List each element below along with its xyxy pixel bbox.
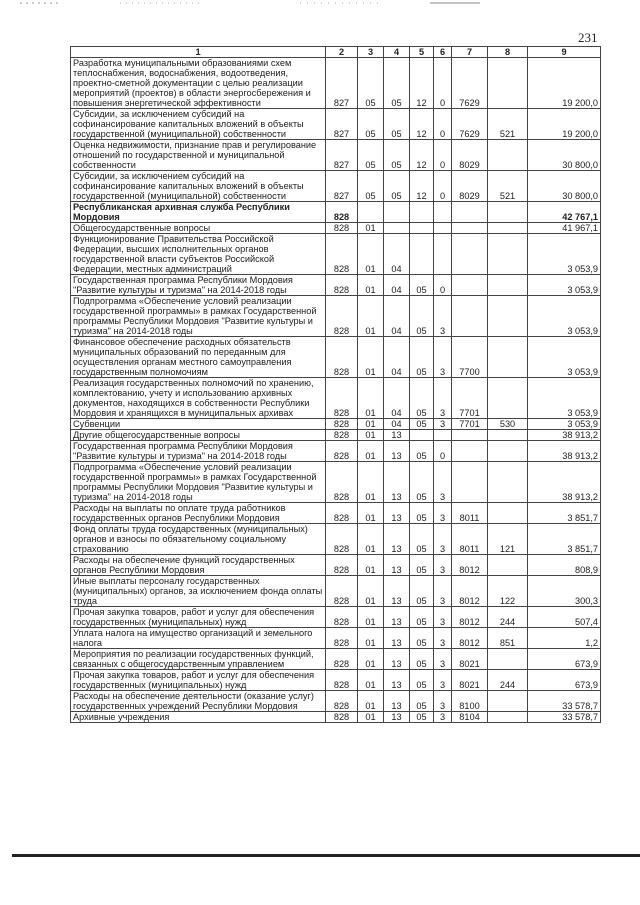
code-subsection: 13 — [384, 524, 410, 555]
code-section: 01 — [358, 503, 384, 524]
code-subsection: 13 — [384, 430, 410, 441]
code-subprogram: 3 — [434, 649, 452, 670]
code-subprogram: 0 — [434, 171, 452, 202]
code-expense-type: 530 — [488, 419, 528, 430]
code-section: 01 — [358, 576, 384, 607]
row-name: Государственная программа Республики Мордовия "Развитие культуры и туризма" на 2014-2018 годы — [71, 441, 326, 462]
code-section: 05 — [358, 140, 384, 171]
code-admin: 828 — [326, 234, 358, 275]
code-direction — [452, 223, 488, 234]
code-expense-type: 521 — [488, 171, 528, 202]
row-name: Субсидии, за исключением субсидий на софинансирование капитальных вложений в объекты государственной (муниципальной) собственности — [71, 109, 326, 140]
row-amount: 19 200,0 — [528, 58, 601, 109]
code-direction: 7629 — [452, 109, 488, 140]
code-program — [410, 202, 434, 223]
table-row — [71, 691, 601, 712]
code-direction: 8011 — [452, 503, 488, 524]
code-direction — [452, 430, 488, 441]
code-admin: 828 — [326, 430, 358, 441]
code-direction — [452, 275, 488, 296]
code-admin: 828 — [326, 296, 358, 337]
code-subsection: 13 — [384, 670, 410, 691]
code-subsection — [384, 223, 410, 234]
row-amount: 3 053,9 — [528, 378, 601, 419]
table-row — [71, 296, 601, 337]
code-program: 05 — [410, 419, 434, 430]
row-name: Общегосударственные вопросы — [71, 223, 326, 234]
code-program: 05 — [410, 555, 434, 576]
code-expense-type — [488, 275, 528, 296]
code-expense-type: 521 — [488, 109, 528, 140]
code-subsection: 13 — [384, 462, 410, 503]
row-amount: 3 851,7 — [528, 524, 601, 555]
row-amount: 41 967,1 — [528, 223, 601, 234]
row-amount: 3 053,9 — [528, 296, 601, 337]
code-section: 01 — [358, 296, 384, 337]
table-row — [71, 670, 601, 691]
code-program: 05 — [410, 378, 434, 419]
table-row — [71, 223, 601, 234]
code-subsection: 05 — [384, 140, 410, 171]
bottom-rule — [12, 854, 640, 857]
table-body — [71, 58, 601, 723]
row-amount: 3 053,9 — [528, 337, 601, 378]
code-subprogram: 3 — [434, 576, 452, 607]
code-subprogram — [434, 430, 452, 441]
table-row — [71, 419, 601, 430]
table-row — [71, 712, 601, 723]
code-expense-type — [488, 234, 528, 275]
header-row — [71, 47, 601, 58]
code-program: 12 — [410, 140, 434, 171]
code-subsection: 05 — [384, 171, 410, 202]
code-section: 01 — [358, 378, 384, 419]
code-direction: 7701 — [452, 419, 488, 430]
code-subsection: 13 — [384, 607, 410, 628]
col-header: 7 — [452, 47, 488, 58]
row-amount: 33 578,7 — [528, 712, 601, 723]
code-admin: 828 — [326, 555, 358, 576]
code-admin: 827 — [326, 109, 358, 140]
code-section: 01 — [358, 524, 384, 555]
code-program: 05 — [410, 275, 434, 296]
code-section: 01 — [358, 419, 384, 430]
table-row — [71, 524, 601, 555]
code-direction: 8012 — [452, 607, 488, 628]
row-name: Архивные учреждения — [71, 712, 326, 723]
row-name: Мероприятия по реализации государственных функций, связанных с общегосударственным управлением — [71, 649, 326, 670]
row-amount: 33 578,7 — [528, 691, 601, 712]
row-amount: 1,2 — [528, 628, 601, 649]
code-subsection: 04 — [384, 337, 410, 378]
code-direction: 8012 — [452, 628, 488, 649]
code-subsection: 04 — [384, 275, 410, 296]
row-name: Разработка муниципальными образованиями схем теплоснабжения, водоснабжения, водоотведения, проектно-сметной документации с целью реализации мероприятий (проектов) в области энергосбережения и повышения энергетической эффективности — [71, 58, 326, 109]
row-name: Субсидии, за исключением субсидий на софинансирование капитальных вложений в объекты государственной (муниципальной) собственности — [71, 171, 326, 202]
code-admin: 827 — [326, 140, 358, 171]
table-row — [71, 140, 601, 171]
code-subprogram: 3 — [434, 555, 452, 576]
row-amount: 3 851,7 — [528, 503, 601, 524]
code-program — [410, 430, 434, 441]
row-name: Прочая закупка товаров, работ и услуг для обеспечения государственных (муниципальных) нужд — [71, 670, 326, 691]
code-subprogram — [434, 202, 452, 223]
code-direction — [452, 202, 488, 223]
code-subprogram: 3 — [434, 378, 452, 419]
code-expense-type — [488, 337, 528, 378]
code-program: 05 — [410, 576, 434, 607]
row-name: Функционирование Правительства Российской Федерации, высших исполнительных органов государственной власти субъектов Российской Федерации, местных администраций — [71, 234, 326, 275]
row-amount: 673,9 — [528, 670, 601, 691]
row-amount: 3 053,9 — [528, 275, 601, 296]
code-subsection: 13 — [384, 555, 410, 576]
code-admin: 828 — [326, 202, 358, 223]
row-name: Подпрограмма «Обеспечение условий реализации государственной программы» в рамках Государственной программы Республики Мордовия "Развитие культуры и туризма" на 2014-2018 годы — [71, 296, 326, 337]
col-header: 4 — [384, 47, 410, 58]
code-expense-type: 244 — [488, 670, 528, 691]
table-row — [71, 58, 601, 109]
table-row — [71, 628, 601, 649]
code-subprogram: 0 — [434, 109, 452, 140]
table-row — [71, 576, 601, 607]
row-amount: 42 767,1 — [528, 202, 601, 223]
code-direction — [452, 296, 488, 337]
code-section: 05 — [358, 58, 384, 109]
code-expense-type — [488, 649, 528, 670]
code-admin: 828 — [326, 524, 358, 555]
col-header: 3 — [358, 47, 384, 58]
row-name: Уплата налога на имущество организаций и земельного налога — [71, 628, 326, 649]
code-expense-type: 121 — [488, 524, 528, 555]
code-expense-type: 851 — [488, 628, 528, 649]
col-header: 2 — [326, 47, 358, 58]
table-row — [71, 441, 601, 462]
code-program: 05 — [410, 462, 434, 503]
code-program: 05 — [410, 441, 434, 462]
table-row — [71, 378, 601, 419]
code-subprogram: 3 — [434, 712, 452, 723]
code-program: 05 — [410, 691, 434, 712]
code-subprogram: 0 — [434, 140, 452, 171]
code-expense-type — [488, 462, 528, 503]
code-expense-type: 122 — [488, 576, 528, 607]
row-amount: 3 053,9 — [528, 419, 601, 430]
code-section: 05 — [358, 171, 384, 202]
code-subprogram: 3 — [434, 691, 452, 712]
code-expense-type — [488, 223, 528, 234]
code-expense-type — [488, 503, 528, 524]
code-section: 01 — [358, 607, 384, 628]
code-direction: 8012 — [452, 555, 488, 576]
row-amount: 38 913,2 — [528, 441, 601, 462]
code-expense-type: 244 — [488, 607, 528, 628]
code-program: 05 — [410, 503, 434, 524]
table-row — [71, 202, 601, 223]
code-admin: 828 — [326, 607, 358, 628]
code-section: 01 — [358, 337, 384, 378]
code-expense-type — [488, 691, 528, 712]
row-name: Иные выплаты персоналу государственных (муниципальных) органов, за исключением фонда оплаты труда — [71, 576, 326, 607]
budget-table-container — [70, 46, 600, 723]
code-expense-type — [488, 378, 528, 419]
code-subprogram: 3 — [434, 296, 452, 337]
code-direction: 8029 — [452, 140, 488, 171]
code-subsection: 04 — [384, 234, 410, 275]
code-direction: 8021 — [452, 670, 488, 691]
code-subsection: 13 — [384, 628, 410, 649]
code-subprogram: 0 — [434, 58, 452, 109]
code-section: 01 — [358, 649, 384, 670]
col-header: 1 — [71, 47, 326, 58]
code-section: 01 — [358, 691, 384, 712]
row-amount: 507,4 — [528, 607, 601, 628]
code-expense-type — [488, 58, 528, 109]
code-expense-type — [488, 430, 528, 441]
col-header: 9 — [528, 47, 601, 58]
row-name: Фонд оплаты труда государственных (муниципальных) органов и взносы по обязательному социальному страхованию — [71, 524, 326, 555]
row-amount: 3 053,9 — [528, 234, 601, 275]
code-subsection: 13 — [384, 691, 410, 712]
code-subprogram: 3 — [434, 628, 452, 649]
code-expense-type — [488, 441, 528, 462]
row-amount: 38 913,2 — [528, 462, 601, 503]
table-row — [71, 109, 601, 140]
code-admin: 828 — [326, 691, 358, 712]
code-admin: 828 — [326, 462, 358, 503]
code-program: 12 — [410, 171, 434, 202]
code-section: 01 — [358, 555, 384, 576]
code-subsection: 13 — [384, 503, 410, 524]
code-program: 05 — [410, 337, 434, 378]
table-row — [71, 430, 601, 441]
scan-edge-marks — [0, 0, 640, 10]
row-name: Республиканская архивная служба Республики Мордовия — [71, 202, 326, 223]
code-program: 05 — [410, 670, 434, 691]
code-subprogram — [434, 223, 452, 234]
code-subsection: 04 — [384, 419, 410, 430]
code-subprogram: 0 — [434, 275, 452, 296]
code-direction — [452, 462, 488, 503]
row-name: Расходы на обеспечение функций государственных органов Республики Мордовия — [71, 555, 326, 576]
row-name: Прочая закупка товаров, работ и услуг для обеспечения государственных (муниципальных) нужд — [71, 607, 326, 628]
code-program: 12 — [410, 109, 434, 140]
row-name: Расходы на выплаты по оплате труда работников государственных органов Республики Мордовия — [71, 503, 326, 524]
row-amount: 808,9 — [528, 555, 601, 576]
row-amount: 30 800,0 — [528, 140, 601, 171]
code-direction: 8021 — [452, 649, 488, 670]
row-name: Реализация государственных полномочий по хранению, комплектованию, учету и использованию архивных документов, находящихся в собственности Республики Мордовия и хранящихся в муниципальных архивах — [71, 378, 326, 419]
code-direction — [452, 441, 488, 462]
code-expense-type — [488, 296, 528, 337]
row-amount: 38 913,2 — [528, 430, 601, 441]
table-row — [71, 337, 601, 378]
code-expense-type — [488, 712, 528, 723]
row-name: Оценка недвижимости, признание прав и регулирование отношений по государственной и муниципальной собственности — [71, 140, 326, 171]
code-subsection: 13 — [384, 649, 410, 670]
table-row — [71, 171, 601, 202]
code-direction: 8011 — [452, 524, 488, 555]
code-admin: 827 — [326, 58, 358, 109]
code-program: 05 — [410, 628, 434, 649]
code-admin: 828 — [326, 503, 358, 524]
code-subprogram: 3 — [434, 337, 452, 378]
code-direction: 8104 — [452, 712, 488, 723]
code-admin: 827 — [326, 171, 358, 202]
table-row — [71, 607, 601, 628]
code-section: 01 — [358, 628, 384, 649]
code-program: 05 — [410, 607, 434, 628]
code-subprogram — [434, 234, 452, 275]
code-admin: 828 — [326, 419, 358, 430]
code-subprogram: 3 — [434, 607, 452, 628]
code-admin: 828 — [326, 576, 358, 607]
code-expense-type — [488, 202, 528, 223]
code-section: 01 — [358, 441, 384, 462]
table-row — [71, 555, 601, 576]
code-subsection: 05 — [384, 109, 410, 140]
code-program: 05 — [410, 712, 434, 723]
table-row — [71, 462, 601, 503]
code-subsection: 05 — [384, 58, 410, 109]
code-section: 01 — [358, 275, 384, 296]
col-header: 5 — [410, 47, 434, 58]
col-header: 6 — [434, 47, 452, 58]
code-subprogram: 3 — [434, 524, 452, 555]
row-amount: 673,9 — [528, 649, 601, 670]
row-amount: 300,3 — [528, 576, 601, 607]
code-section: 01 — [358, 670, 384, 691]
code-section: 01 — [358, 430, 384, 441]
code-direction: 7629 — [452, 58, 488, 109]
code-admin: 828 — [326, 628, 358, 649]
code-direction: 7701 — [452, 378, 488, 419]
code-subprogram: 3 — [434, 503, 452, 524]
code-subprogram: 3 — [434, 462, 452, 503]
code-subsection: 13 — [384, 712, 410, 723]
code-expense-type — [488, 555, 528, 576]
code-admin: 828 — [326, 649, 358, 670]
code-direction: 7700 — [452, 337, 488, 378]
code-program: 05 — [410, 524, 434, 555]
code-subsection: 04 — [384, 378, 410, 419]
code-program — [410, 223, 434, 234]
code-subsection: 13 — [384, 576, 410, 607]
code-subprogram: 3 — [434, 419, 452, 430]
code-program: 12 — [410, 58, 434, 109]
col-header: 8 — [488, 47, 528, 58]
code-expense-type — [488, 140, 528, 171]
code-program: 05 — [410, 649, 434, 670]
code-subsection — [384, 202, 410, 223]
row-name: Субвенции — [71, 419, 326, 430]
code-admin: 828 — [326, 378, 358, 419]
code-admin: 828 — [326, 670, 358, 691]
code-section: 01 — [358, 223, 384, 234]
code-admin: 828 — [326, 223, 358, 234]
table-row — [71, 649, 601, 670]
code-subsection: 13 — [384, 441, 410, 462]
table-row — [71, 503, 601, 524]
code-program — [410, 234, 434, 275]
code-section: 01 — [358, 234, 384, 275]
code-subprogram: 0 — [434, 441, 452, 462]
row-name: Подпрограмма «Обеспечение условий реализации государственной программы» в рамках Государственной программы Республики Мордовия "Развитие культуры и туризма" на 2014-2018 годы — [71, 462, 326, 503]
row-name: Финансовое обеспечение расходных обязательств муниципальных образований по переданным для осуществления органам местного самоуправления государственным полномочиям — [71, 337, 326, 378]
code-direction — [452, 234, 488, 275]
row-name: Расходы на обеспечение деятельности (оказание услуг) государственных учреждений Республики Мордовия — [71, 691, 326, 712]
code-section: 01 — [358, 462, 384, 503]
code-direction: 8100 — [452, 691, 488, 712]
row-name: Другие общегосударственные вопросы — [71, 430, 326, 441]
row-amount: 19 200,0 — [528, 109, 601, 140]
row-name: Государственная программа Республики Мордовия "Развитие культуры и туризма" на 2014-2018 годы — [71, 275, 326, 296]
code-admin: 828 — [326, 337, 358, 378]
table-row — [71, 275, 601, 296]
code-program: 05 — [410, 296, 434, 337]
page-number: 231 — [578, 30, 598, 45]
code-section: 01 — [358, 712, 384, 723]
code-subsection: 04 — [384, 296, 410, 337]
table-row — [71, 234, 601, 275]
code-section — [358, 202, 384, 223]
code-direction: 8012 — [452, 576, 488, 607]
row-amount: 30 800,0 — [528, 171, 601, 202]
code-section: 05 — [358, 109, 384, 140]
code-admin: 828 — [326, 275, 358, 296]
budget-table — [70, 46, 601, 723]
code-direction: 8029 — [452, 171, 488, 202]
code-admin: 828 — [326, 712, 358, 723]
code-admin: 828 — [326, 441, 358, 462]
code-subprogram: 3 — [434, 670, 452, 691]
